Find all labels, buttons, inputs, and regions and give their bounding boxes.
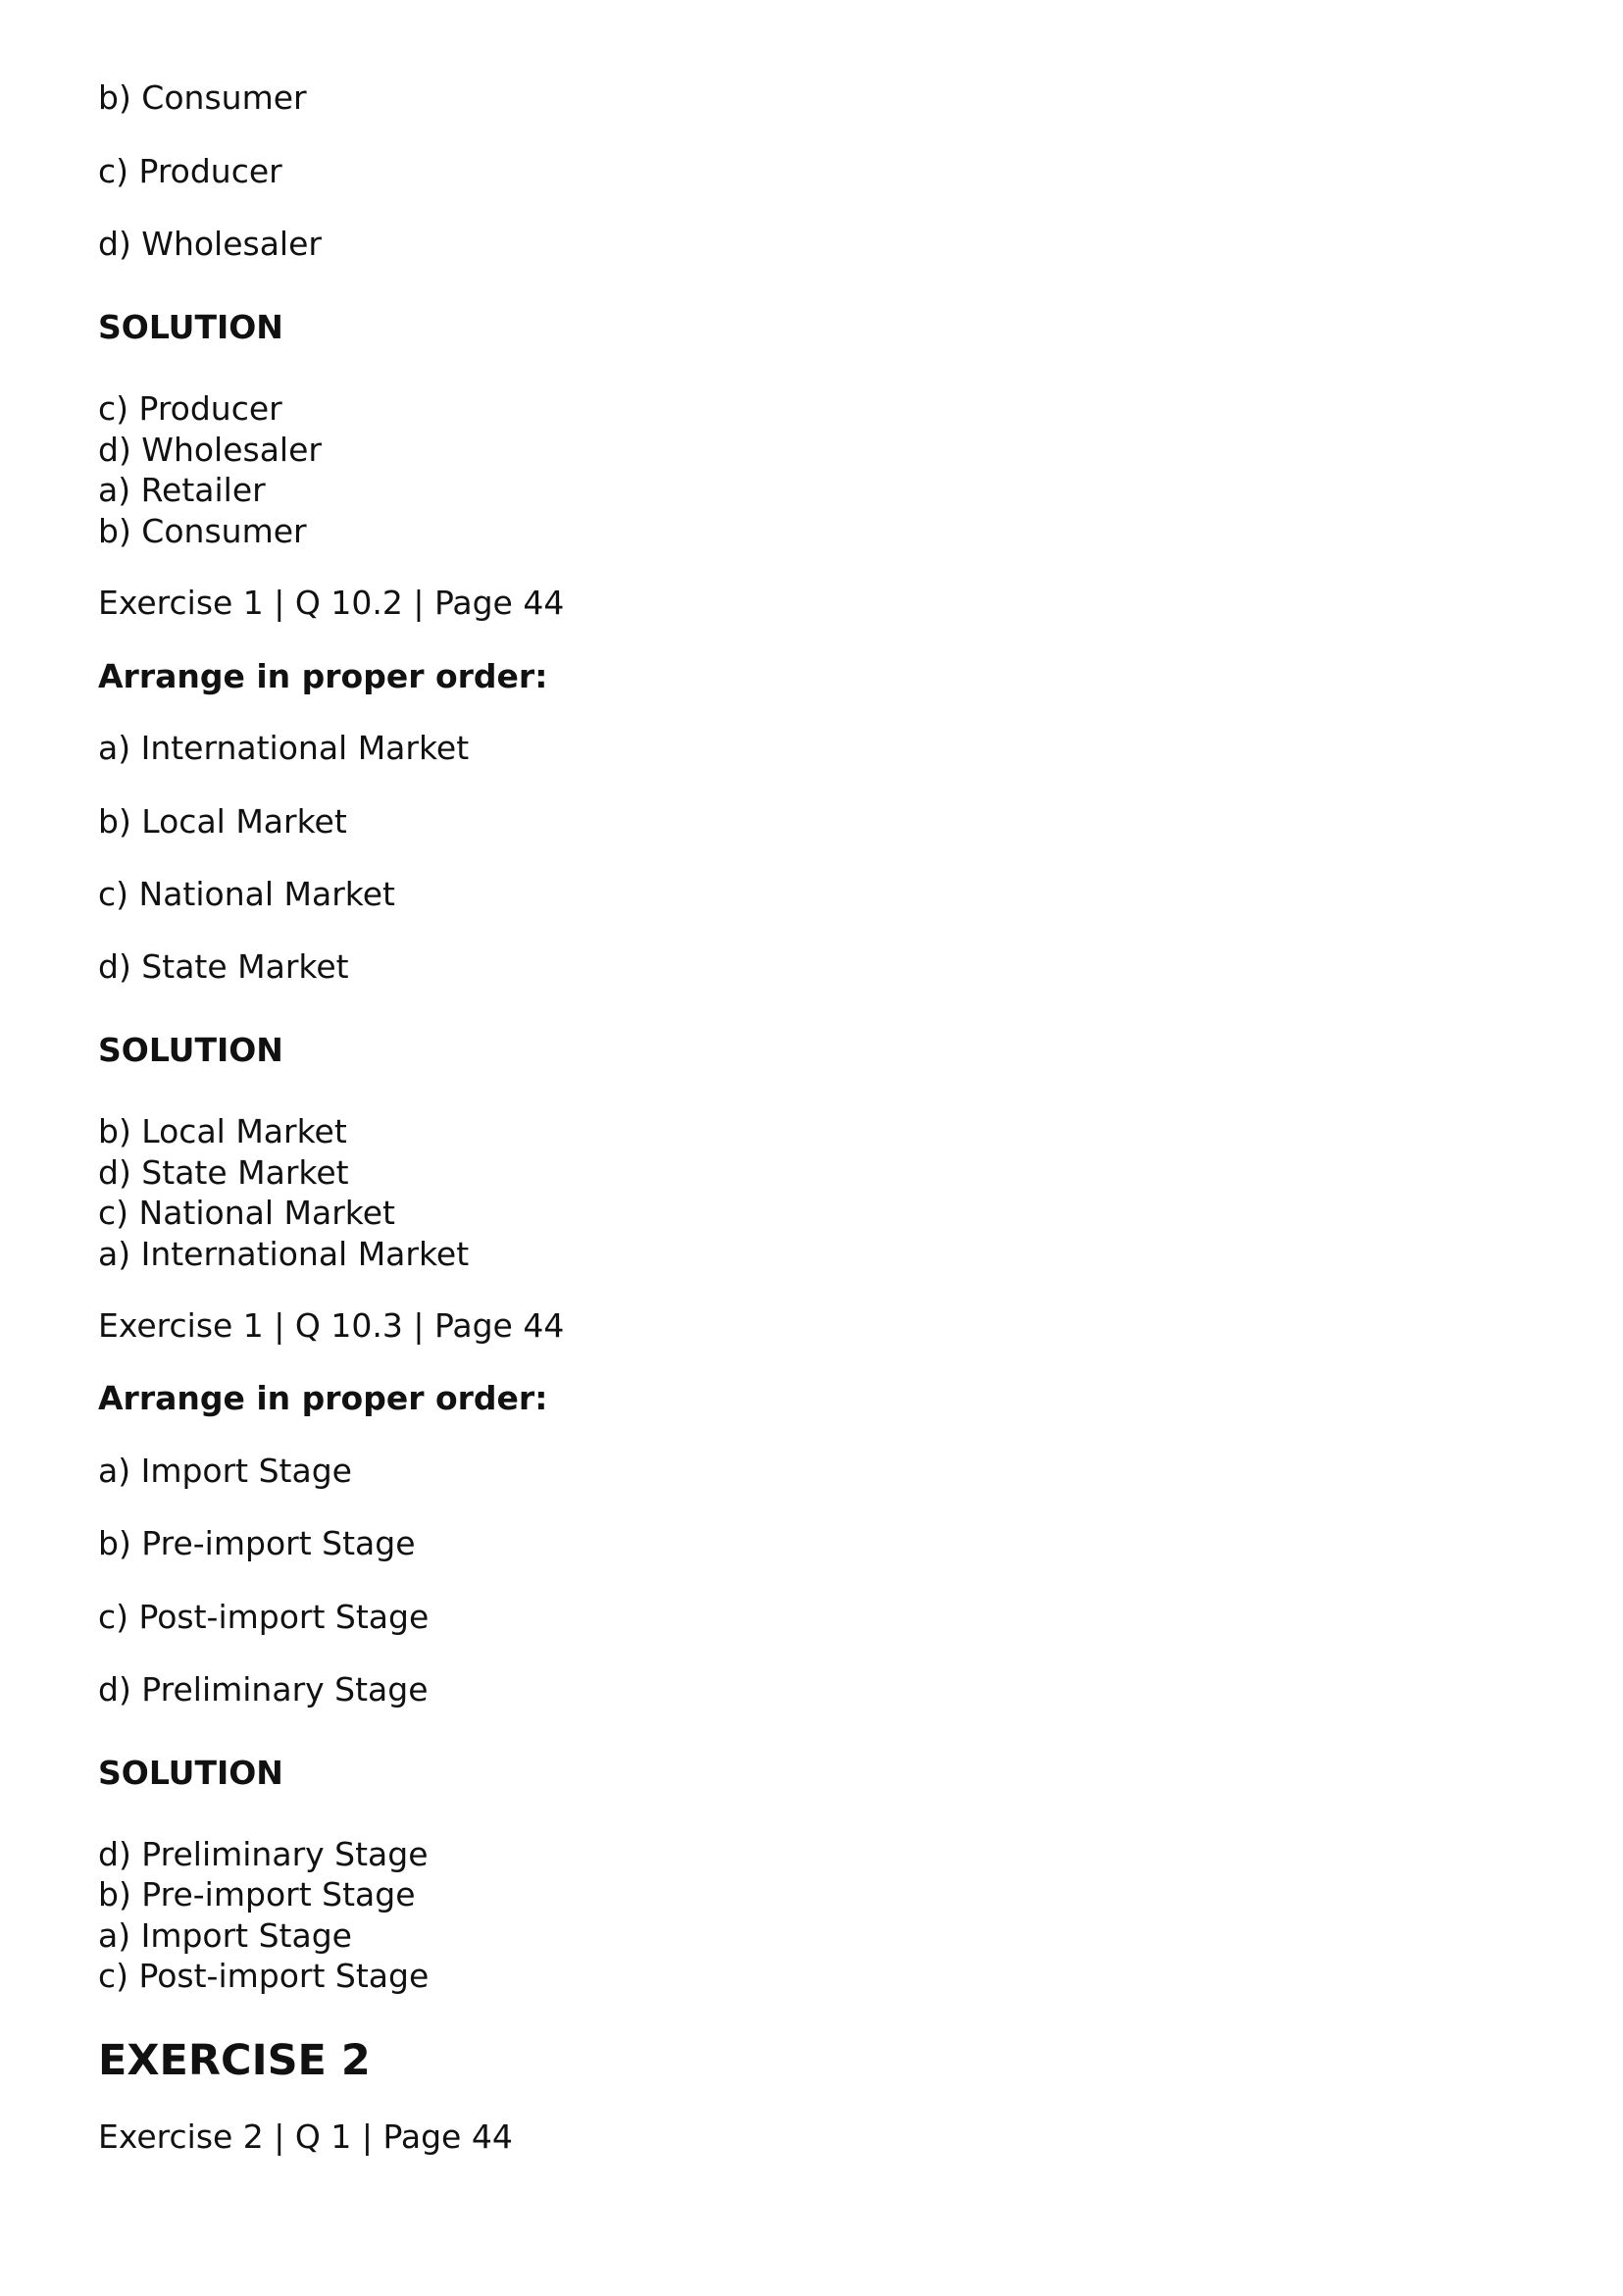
option-item: b) Pre-import Stage bbox=[98, 1524, 416, 1562]
option-item: a) International Market bbox=[98, 729, 470, 767]
solution-item: a) Retailer bbox=[98, 471, 266, 509]
exercise-reference: Exercise 2 | Q 1 | Page 44 bbox=[98, 2117, 513, 2156]
question-heading: Arrange in proper order: bbox=[98, 1379, 548, 1417]
solution-item: b) Consumer bbox=[98, 512, 307, 550]
solution-item: d) State Market bbox=[98, 1153, 349, 1192]
option-item: b) Local Market bbox=[98, 802, 347, 841]
solution-item: c) Post-import Stage bbox=[98, 1957, 430, 1995]
question-heading: Arrange in proper order: bbox=[98, 657, 548, 695]
option-item: c) National Market bbox=[98, 875, 395, 913]
solution-item: b) Local Market bbox=[98, 1112, 347, 1150]
solution-item: b) Pre-import Stage bbox=[98, 1875, 416, 1913]
option-item: b) Consumer bbox=[98, 78, 307, 117]
option-item: a) Import Stage bbox=[98, 1452, 352, 1490]
solution-item: d) Preliminary Stage bbox=[98, 1835, 429, 1873]
option-item: d) Wholesaler bbox=[98, 225, 322, 263]
option-item: d) Preliminary Stage bbox=[98, 1670, 429, 1709]
solution-heading: SOLUTION bbox=[98, 1754, 283, 1792]
solution-heading: SOLUTION bbox=[98, 1031, 283, 1069]
solution-item: c) National Market bbox=[98, 1194, 395, 1232]
option-item: d) State Market bbox=[98, 947, 349, 986]
exercise-reference: Exercise 1 | Q 10.3 | Page 44 bbox=[98, 1306, 565, 1345]
option-item: c) Post-import Stage bbox=[98, 1598, 430, 1636]
exercise-reference: Exercise 1 | Q 10.2 | Page 44 bbox=[98, 584, 565, 622]
section-heading: EXERCISE 2 bbox=[98, 2036, 371, 2085]
solution-item: c) Producer bbox=[98, 389, 282, 428]
solution-item: d) Wholesaler bbox=[98, 431, 322, 469]
solution-item: a) Import Stage bbox=[98, 1916, 352, 1955]
solution-item: a) International Market bbox=[98, 1235, 470, 1273]
solution-heading: SOLUTION bbox=[98, 308, 283, 346]
option-item: c) Producer bbox=[98, 152, 282, 190]
